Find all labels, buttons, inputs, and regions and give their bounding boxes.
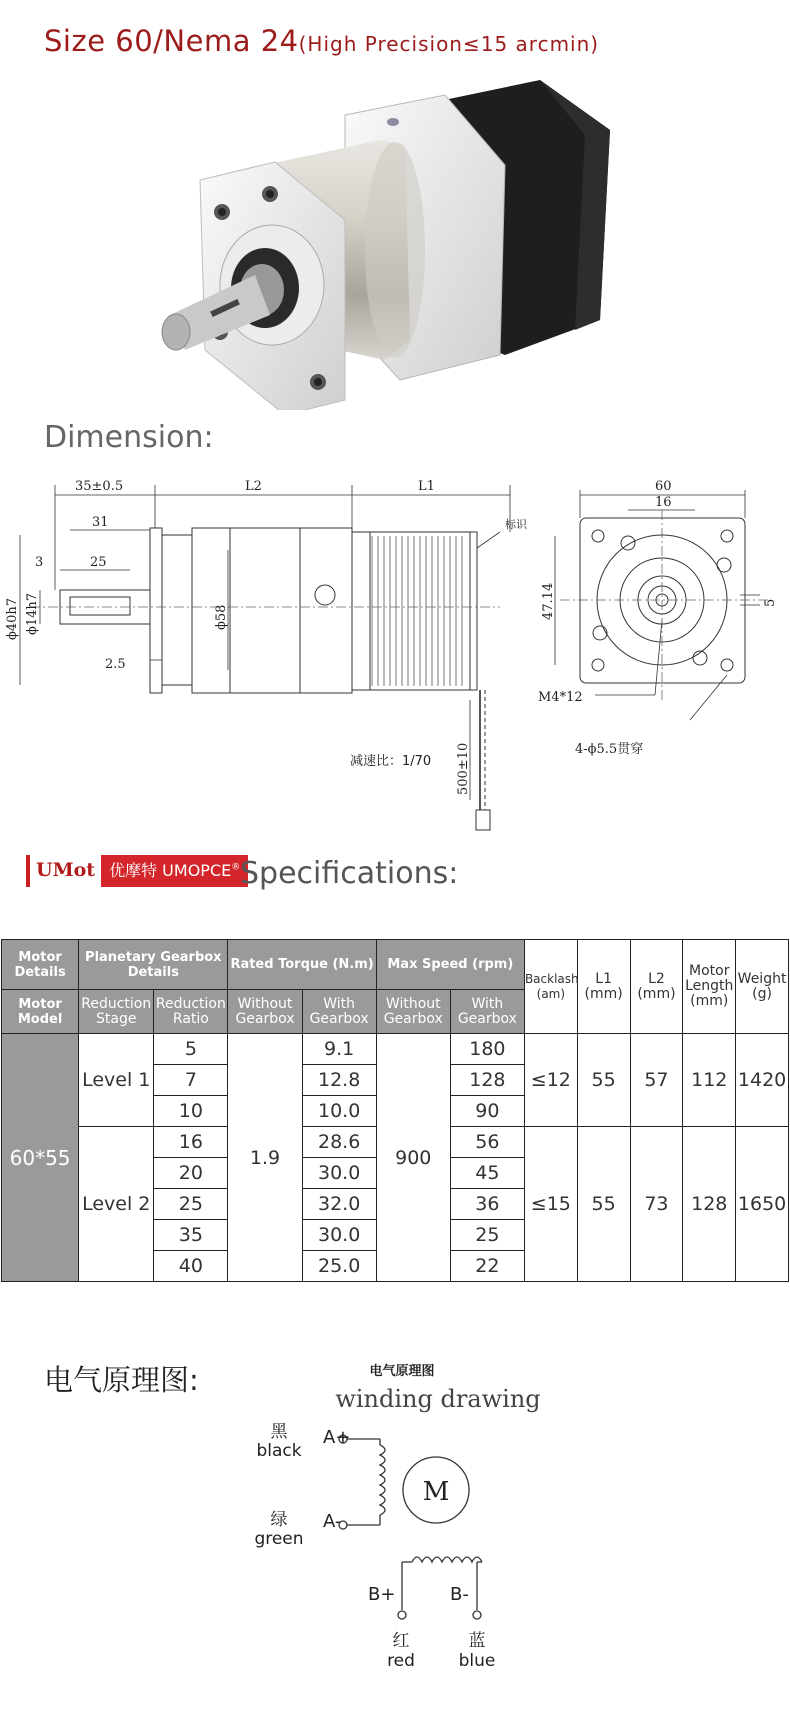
dim-mark: 标识 xyxy=(505,518,527,531)
label-black-cn: 黑 xyxy=(270,1422,288,1442)
cell-stage-2: Level 2 xyxy=(79,1127,154,1282)
cell-stage-1: Level 1 xyxy=(79,1034,154,1127)
cell-ratio: 16 xyxy=(154,1127,228,1158)
th-speed-with: With Gearbox xyxy=(450,990,524,1034)
title-main: Size 60/Nema 24 xyxy=(44,24,299,58)
cell-l1-1: 55 xyxy=(577,1034,630,1127)
th-torque-with: With Gearbox xyxy=(302,990,376,1034)
diagram-title: 电气原理图 xyxy=(369,1364,435,1379)
th-motor-details: Motor Details xyxy=(2,940,79,990)
cell-speed: 90 xyxy=(450,1096,524,1127)
motor-symbol: M xyxy=(422,1477,450,1507)
cell-ratio: 7 xyxy=(154,1065,228,1096)
label-blue-cn: 蓝 xyxy=(468,1631,486,1651)
cell-speed: 36 xyxy=(450,1189,524,1220)
label-green-en: green xyxy=(254,1529,304,1549)
dim-35: 35±0.5 xyxy=(75,479,124,494)
th-speed-without: Without Gearbox xyxy=(376,990,450,1034)
cell-torque: 28.6 xyxy=(302,1127,376,1158)
th-l1: L1 (mm) xyxy=(577,940,630,1034)
dim-2-5: 2.5 xyxy=(105,657,126,672)
label-red-cn: 红 xyxy=(392,1631,410,1651)
spec-table xyxy=(1,939,789,1282)
dimension-drawing xyxy=(0,470,790,840)
dim-47-14: 47.14 xyxy=(541,582,556,620)
cell-torque: 12.8 xyxy=(302,1065,376,1096)
label-a-minus: A- xyxy=(323,1511,342,1532)
cell-torque: 30.0 xyxy=(302,1220,376,1251)
dim-holes: 4-ϕ5.5贯穿 xyxy=(575,742,644,757)
label-b-plus: B+ xyxy=(368,1584,396,1605)
dim-phi58: ϕ58 xyxy=(214,604,229,630)
dim-31: 31 xyxy=(92,515,109,530)
th-gearbox-details: Planetary Gearbox Details xyxy=(79,940,228,990)
th-motor-model: Motor Model xyxy=(2,990,79,1034)
label-a-plus: A+ xyxy=(323,1427,351,1448)
th-reduction-ratio: Reduction Ratio xyxy=(154,990,228,1034)
dim-cable: 500±10 xyxy=(456,742,471,795)
product-image xyxy=(0,70,790,410)
label-b-minus: B- xyxy=(450,1584,469,1605)
cell-ratio: 40 xyxy=(154,1251,228,1282)
dim-ratio: 减速比：1/70 xyxy=(350,754,432,769)
wiring-heading: 电气原理图: xyxy=(44,1363,199,1397)
th-reduction-stage: Reduction Stage xyxy=(79,990,154,1034)
dim-m4: M4*12 xyxy=(538,690,583,705)
spec-header-row-1 xyxy=(2,940,789,990)
th-l2: L2 (mm) xyxy=(630,940,683,1034)
cell-backlash-1: ≤12 xyxy=(524,1034,577,1127)
cell-model: 60*55 xyxy=(2,1034,79,1282)
cell-ratio: 20 xyxy=(154,1158,228,1189)
brand-reg: ® xyxy=(231,862,241,873)
label-red-en: red xyxy=(387,1651,415,1671)
th-weight: Weight (g) xyxy=(736,940,789,1034)
th-motor-length: Motor Length (mm) xyxy=(683,940,736,1034)
page-title xyxy=(44,24,599,58)
cell-speed-without: 900 xyxy=(376,1034,450,1282)
dim-L1: L1 xyxy=(418,479,435,494)
label-blue-en: blue xyxy=(458,1651,496,1671)
cell-speed: 45 xyxy=(450,1158,524,1189)
cell-torque: 9.1 xyxy=(302,1034,376,1065)
dim-phi14: ϕ14h7 xyxy=(25,592,40,635)
cell-ratio: 10 xyxy=(154,1096,228,1127)
specifications-heading: Specifications: xyxy=(240,856,459,891)
cell-speed: 56 xyxy=(450,1127,524,1158)
dim-25: 25 xyxy=(90,555,107,570)
cell-torque: 32.0 xyxy=(302,1189,376,1220)
brand-cn: 优摩特 xyxy=(109,861,158,880)
title-sub: (High Precision≤15 arcmin) xyxy=(298,32,600,56)
brand-red-badge xyxy=(101,855,248,887)
cell-torque: 30.0 xyxy=(302,1158,376,1189)
cell-weight-2: 1650 xyxy=(736,1127,789,1282)
cell-speed: 25 xyxy=(450,1220,524,1251)
cell-ratio: 35 xyxy=(154,1220,228,1251)
cell-ratio: 25 xyxy=(154,1189,228,1220)
dim-phi40: ϕ40h7 xyxy=(5,597,20,640)
th-backlash: Backlash (am) xyxy=(524,940,577,1034)
cell-speed: 128 xyxy=(450,1065,524,1096)
brand-logo xyxy=(26,855,248,887)
cell-motor-length-2: 128 xyxy=(683,1127,736,1282)
cell-torque: 25.0 xyxy=(302,1251,376,1282)
dim-5: 5 xyxy=(763,598,778,607)
cell-l2-1: 57 xyxy=(630,1034,683,1127)
diagram-subtitle: winding drawing xyxy=(335,1385,541,1413)
dimension-heading: Dimension: xyxy=(44,420,214,455)
cell-l1-2: 55 xyxy=(577,1127,630,1282)
label-green-cn: 绿 xyxy=(270,1510,288,1530)
cell-weight-1: 1420 xyxy=(736,1034,789,1127)
brand-en: UMOPCE xyxy=(162,861,232,880)
winding-diagram xyxy=(250,1355,570,1695)
cell-motor-length-1: 112 xyxy=(683,1034,736,1127)
brand-umot: UMot xyxy=(26,855,101,887)
dim-16: 16 xyxy=(655,495,672,510)
label-black-en: black xyxy=(256,1441,302,1461)
cell-ratio: 5 xyxy=(154,1034,228,1065)
dim-3: 3 xyxy=(35,555,44,570)
cell-torque: 10.0 xyxy=(302,1096,376,1127)
dim-60: 60 xyxy=(655,479,672,494)
cell-speed: 180 xyxy=(450,1034,524,1065)
th-torque-without: Without Gearbox xyxy=(228,990,302,1034)
th-max-speed: Max Speed (rpm) xyxy=(376,940,524,990)
dim-L2: L2 xyxy=(245,479,262,494)
th-rated-torque: Rated Torque (N.m) xyxy=(228,940,376,990)
cell-speed: 22 xyxy=(450,1251,524,1282)
cell-l2-2: 73 xyxy=(630,1127,683,1282)
cell-backlash-2: ≤15 xyxy=(524,1127,577,1282)
table-row xyxy=(2,1034,789,1065)
cell-torque-without: 1.9 xyxy=(228,1034,302,1282)
